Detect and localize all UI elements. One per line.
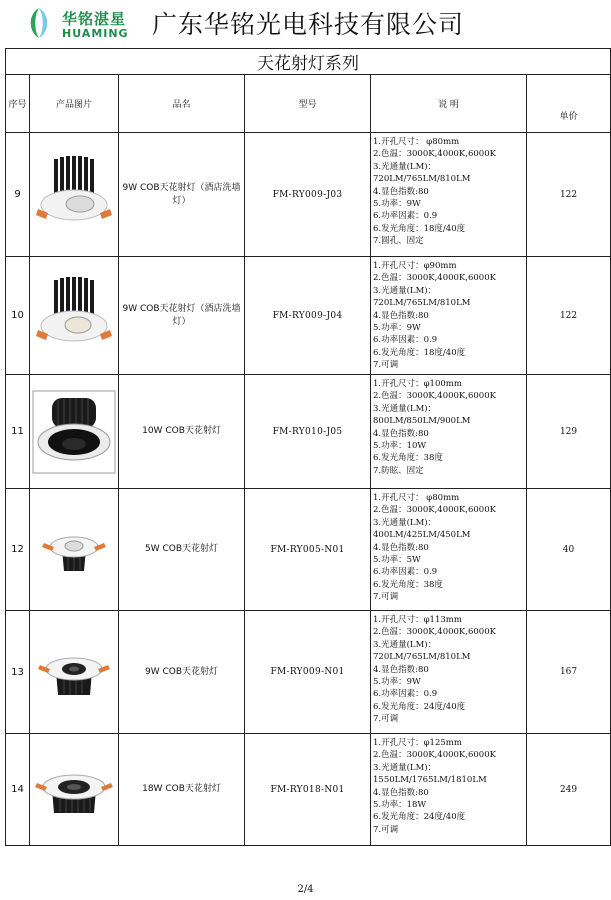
desc-line: 7.可调 [373, 360, 399, 371]
desc-line: 6.发光角度：18度/40度 [373, 223, 466, 234]
row-seq: 11 [6, 375, 30, 489]
leaf-logo-icon [22, 6, 56, 40]
product-image [30, 133, 119, 257]
product-image [30, 375, 119, 489]
desc-line: 3.光通量(LM)： [373, 285, 437, 296]
desc-line: 1.开孔尺寸：φ113mm [373, 615, 462, 625]
desc-line: 7.圆孔、固定 [373, 236, 424, 247]
desc-line: 7.可调 [373, 592, 399, 603]
table-row [6, 734, 611, 846]
desc-line: 1.开孔尺寸： φ80mm [373, 137, 460, 147]
table-title: 天花射灯系列 [6, 49, 611, 75]
row-desc [371, 375, 527, 489]
row-desc [371, 734, 527, 846]
row-name: 18W COB天花射灯 [119, 734, 245, 846]
header-price: 单价 [527, 75, 611, 133]
product-image [30, 734, 119, 846]
row-seq: 9 [6, 133, 30, 257]
desc-line: 1.开孔尺寸：φ125mm [373, 738, 462, 748]
desc-line: 1.开孔尺寸： φ80mm [373, 493, 460, 503]
row-model: FM-RY005-N01 [245, 489, 371, 611]
row-name: 9W COB天花射灯（酒店洗墙灯） [119, 257, 245, 375]
table-row [6, 257, 611, 375]
product-image [30, 489, 119, 611]
header-image: 产品图片 [30, 75, 119, 133]
downlight-white-trim-icon [32, 274, 116, 358]
desc-line: 7.可调 [373, 824, 399, 835]
desc-line: 3.光通量(LM)： [373, 517, 437, 528]
row-desc [371, 133, 527, 257]
row-name: 10W COB天花射灯 [119, 375, 245, 489]
logo-en-text: HUAMING [62, 27, 129, 40]
desc-line: 720LM/765LM/810LM [373, 298, 471, 309]
price-table [5, 48, 611, 846]
desc-line: 7.防眩、固定 [373, 465, 424, 476]
row-seq: 12 [6, 489, 30, 611]
page-header [0, 0, 611, 48]
desc-line: 4.显色指数:80 [373, 428, 429, 439]
desc-line: 2.色温：3000K,4000K,6000K [373, 505, 496, 516]
desc-line: 4.显色指数:80 [373, 542, 429, 553]
desc-line: 7.可调 [373, 714, 399, 725]
desc-line: 6.发光角度：24度/40度 [373, 701, 466, 712]
downlight-white-trim-icon [32, 153, 116, 237]
row-price: 40 [527, 489, 611, 611]
desc-line: 4.显色指数:80 [373, 787, 429, 798]
row-name: 5W COB天花射灯 [119, 489, 245, 611]
row-model: FM-RY010-J05 [245, 375, 371, 489]
row-desc [371, 489, 527, 611]
row-price: 122 [527, 257, 611, 375]
small-downlight-icon [32, 515, 116, 585]
desc-line: 5.功率：5W [373, 554, 421, 565]
large-downlight-icon [32, 755, 116, 825]
desc-line: 6.发光角度：38度 [373, 453, 443, 464]
desc-line: 5.功率：18W [373, 799, 427, 810]
row-model: FM-RY009-J03 [245, 133, 371, 257]
desc-line: 3.光通量(LM)： [373, 639, 437, 650]
desc-line: 720LM/765LM/810LM [373, 652, 471, 663]
row-model: FM-RY009-N01 [245, 611, 371, 734]
desc-line: 720LM/765LM/810LM [373, 174, 471, 185]
table-row [6, 133, 611, 257]
desc-line: 4.显色指数:80 [373, 186, 429, 197]
desc-line: 1.开孔尺寸：φ90mm [373, 261, 457, 271]
desc-line: 6.功率因素：0.9 [373, 211, 438, 222]
desc-line: 3.光通量(LM)： [373, 161, 437, 172]
row-model: FM-RY009-J04 [245, 257, 371, 375]
company-name: 广东华铭光电科技有限公司 [152, 10, 465, 39]
desc-line: 2.色温：3000K,4000K,6000K [373, 273, 496, 284]
logo-cn-text: 华铭湛星 [62, 10, 127, 28]
company-logo [22, 6, 142, 42]
row-name: 9W COB天花射灯 [119, 611, 245, 734]
desc-line: 400LM/425LM/450LM [373, 530, 471, 541]
desc-line: 2.色温：3000K,4000K,6000K [373, 750, 496, 761]
row-seq: 13 [6, 611, 30, 734]
row-desc [371, 257, 527, 375]
header-model: 型号 [245, 75, 371, 133]
desc-line: 4.显色指数:80 [373, 664, 429, 675]
desc-line: 6.发光角度：24度/40度 [373, 812, 466, 823]
row-name: 9W COB天花射灯（酒店洗墙灯） [119, 133, 245, 257]
page-number: 2/4 [297, 884, 314, 895]
row-seq: 10 [6, 257, 30, 375]
desc-line: 5.功率：9W [373, 198, 421, 209]
downlight-black-reflector-icon [32, 390, 116, 474]
desc-line: 2.色温：3000K,4000K,6000K [373, 391, 496, 402]
row-model: FM-RY018-N01 [245, 734, 371, 846]
header-name: 品名 [119, 75, 245, 133]
desc-line: 5.功率：9W [373, 676, 421, 687]
desc-line: 4.显色指数:80 [373, 310, 429, 321]
product-image [30, 611, 119, 734]
desc-line: 6.功率因素：0.9 [373, 567, 438, 578]
table-row [6, 375, 611, 489]
row-price: 167 [527, 611, 611, 734]
row-price: 122 [527, 133, 611, 257]
row-price: 129 [527, 375, 611, 489]
row-desc [371, 611, 527, 734]
desc-line: 6.发光角度：18度/40度 [373, 347, 466, 358]
desc-line: 1550LM/1765LM/1810LM [373, 775, 487, 786]
product-image [30, 257, 119, 375]
desc-line: 5.功率：9W [373, 322, 421, 333]
desc-line: 6.功率因素：0.9 [373, 689, 438, 700]
row-price: 249 [527, 734, 611, 846]
table-row [6, 611, 611, 734]
row-seq: 14 [6, 734, 30, 846]
desc-line: 2.色温：3000K,4000K,6000K [373, 149, 496, 160]
header-seq: 序号 [6, 75, 30, 133]
desc-line: 3.光通量(LM)： [373, 403, 437, 414]
table-title-row [6, 49, 611, 75]
desc-line: 800LM/850LM/900LM [373, 416, 471, 427]
desc-line: 6.功率因素：0.9 [373, 335, 438, 346]
table-row [6, 489, 611, 611]
table-header-row [6, 75, 611, 133]
header-desc: 说 明 [371, 75, 527, 133]
desc-line: 6.发光角度：38度 [373, 579, 443, 590]
desc-line: 1.开孔尺寸：φ100mm [373, 379, 462, 389]
downlight-icon [32, 637, 116, 707]
desc-line: 3.光通量(LM)： [373, 762, 437, 773]
desc-line: 2.色温：3000K,4000K,6000K [373, 627, 496, 638]
desc-line: 5.功率：10W [373, 440, 427, 451]
